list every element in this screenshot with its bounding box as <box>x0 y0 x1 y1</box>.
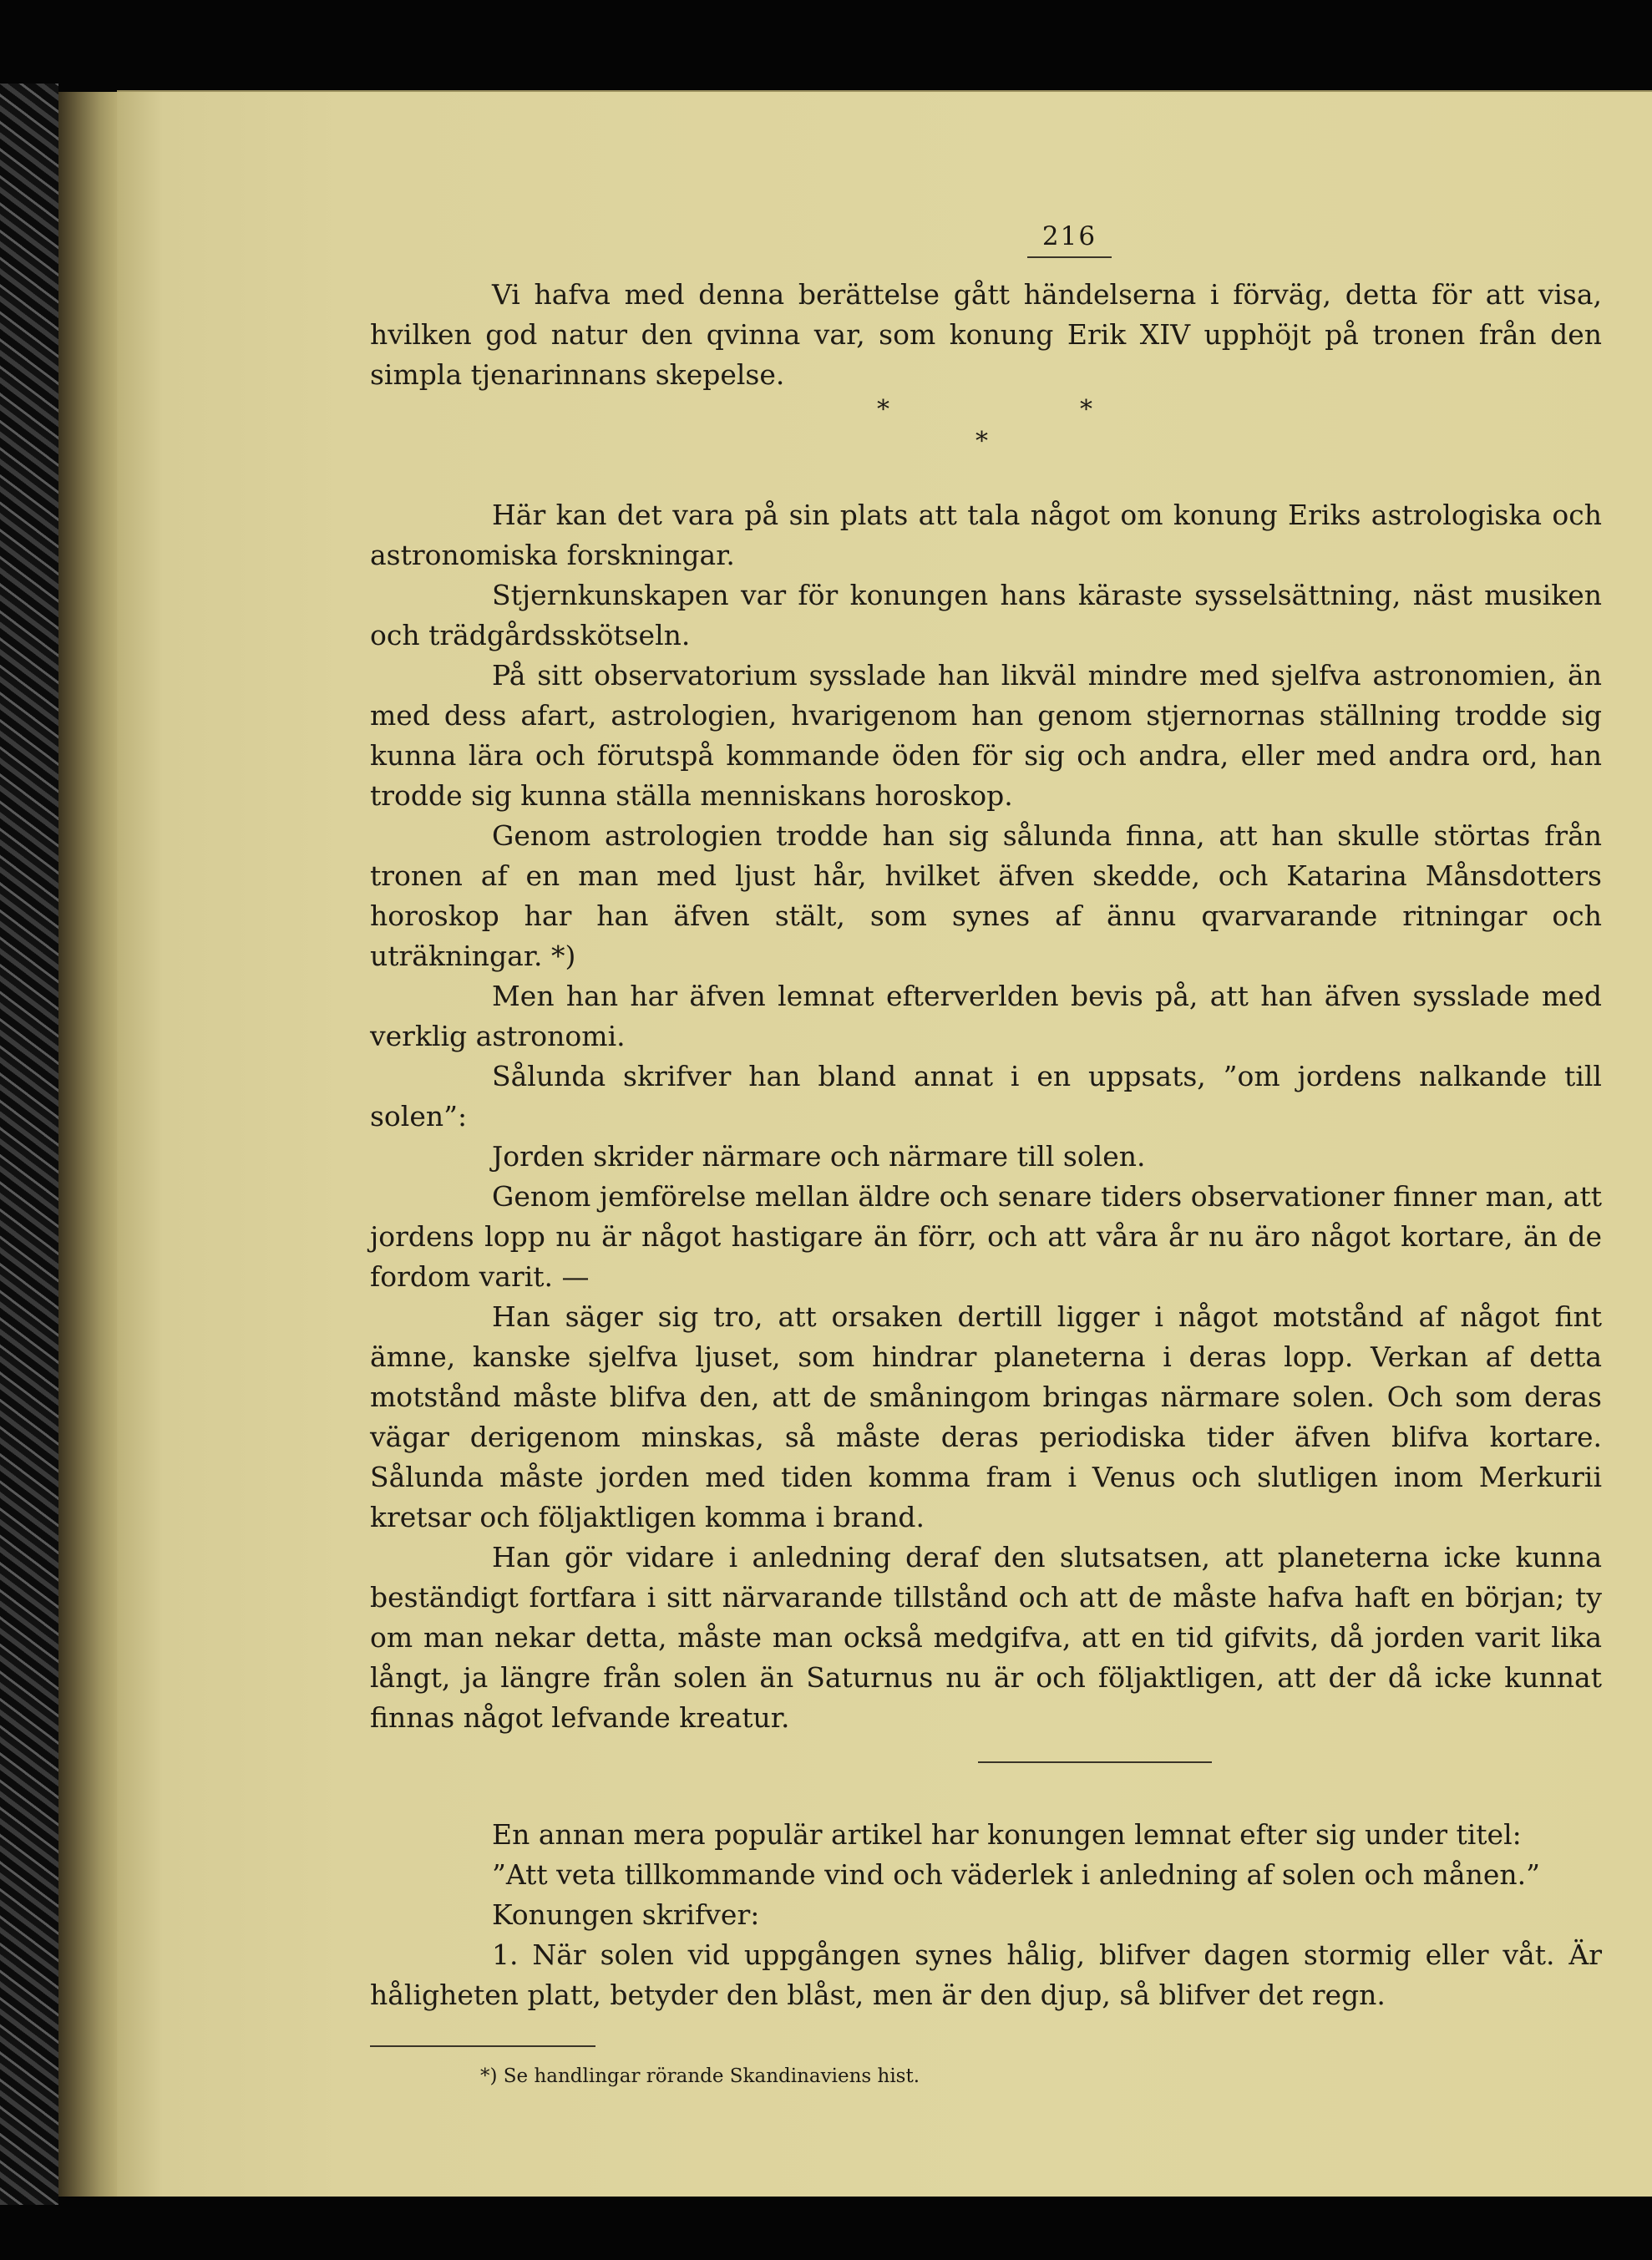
paragraph: 1. När solen vid uppgången synes hålig, blifver dagen stormig eller våt. Är håligheten platt, betyder den blåst, men är den djup, så blifver det regn. <box>370 1938 1602 2011</box>
asterisk: * <box>877 395 889 424</box>
text-block <box>370 221 1602 2090</box>
paragraph: På sitt observatorium sysslade han likväl mindre med sjelfva astronomien, än med dess afart, astrologien, hvarigenom han genom stjernornas ställning trodde sig kunna lära och förutspå kommande öden för sig och andra, eller med andra ord, han trodde sig kunna ställa menniskans horoskop. <box>370 659 1602 812</box>
asterisk: * <box>975 427 988 456</box>
page-number-value: 216 <box>1027 221 1112 258</box>
paragraph: Genom astrologien trodde han sig sålunda finna, att han skulle störtas från tronen af en man med ljust hår, hvilket äfven skedde, och Katarina Månsdotters horoskop har han äfven stält, som synes af ännu qvarvarande ritningar och uträkningar. *) <box>370 819 1602 972</box>
paragraph: Konungen skrifver: <box>492 1898 760 1931</box>
paragraph: Vi hafva med denna berättelse gått händelserna i förväg, detta för att visa, hvilken god natur den qvinna var, som konung Erik XIV upphöjt på tronen från den simpla tjenarinnans skepelse. <box>370 278 1602 391</box>
paragraph: Sålunda skrifver han bland annat i en uppsats, ”om jordens nalkande till solen”: <box>370 1060 1602 1133</box>
paragraph: Han säger sig tro, att orsaken dertill ligger i något motstånd af något fint ämne, kanske sjelfva ljuset, som hindrar planeterna i deras lopp. Verkan af detta motstånd måste blifva den, att de småningom bringas närmare solen. Och som deras vägar derigenom minskas, så måste deras periodiska tider äfven blifva kortare. Sålunda måste jorden med tiden komma fram i Venus och slutligen inom Merkurii kretsar och följaktligen komma i brand. <box>370 1300 1602 1533</box>
paragraph: Stjernkunskapen var för konungen hans käraste sysselsättning, näst musiken och trädgårdsskötseln. <box>370 579 1602 651</box>
section-asterisks <box>370 395 1602 495</box>
footnote-divider <box>370 2045 595 2047</box>
paragraph: Jorden skrider närmare och närmare till solen. <box>492 1140 1146 1173</box>
page-number <box>454 221 1652 258</box>
paragraph: En annan mera populär artikel har konungen lemnat efter sig under titel: <box>492 1818 1522 1851</box>
paragraph: ”Att veta tillkommande vind och väderlek i anledning af solen och månen.” <box>492 1858 1540 1891</box>
section-divider <box>978 1761 1212 1763</box>
paragraph: Men han har äfven lemnat efterverlden bevis på, att han äfven sysslade med verklig astronomi. <box>370 980 1602 1052</box>
asterisk: * <box>1080 395 1092 424</box>
marbled-book-edge <box>0 84 58 2205</box>
paragraph: Här kan det vara på sin plats att tala något om konung Eriks astrologiska och astronomiska forskningar. <box>370 499 1602 571</box>
paragraph: Genom jemförelse mellan äldre och senare tiders observationer finner man, att jordens lopp nu är något hastigare än förr, och att våra år nu äro något kortare, än de fordom varit. — <box>370 1180 1602 1293</box>
paragraph: Han gör vidare i anledning deraf den slutsatsen, att planeterna icke kunna beständigt fortfara i sitt närvarande tillstånd och att de måste hafva haft en början; ty om man nekar detta, måste man också medgifva, att en tid gifvits, då jorden varit lika långt, ja längre från solen än Saturnus nu är och följaktligen, att der då icke kunnat finnas något lefvande kreatur. <box>370 1541 1602 1734</box>
book-binding-shadow <box>58 92 117 2197</box>
footnote: *) Se handlingar rörande Skandinaviens hist. <box>480 2065 920 2087</box>
